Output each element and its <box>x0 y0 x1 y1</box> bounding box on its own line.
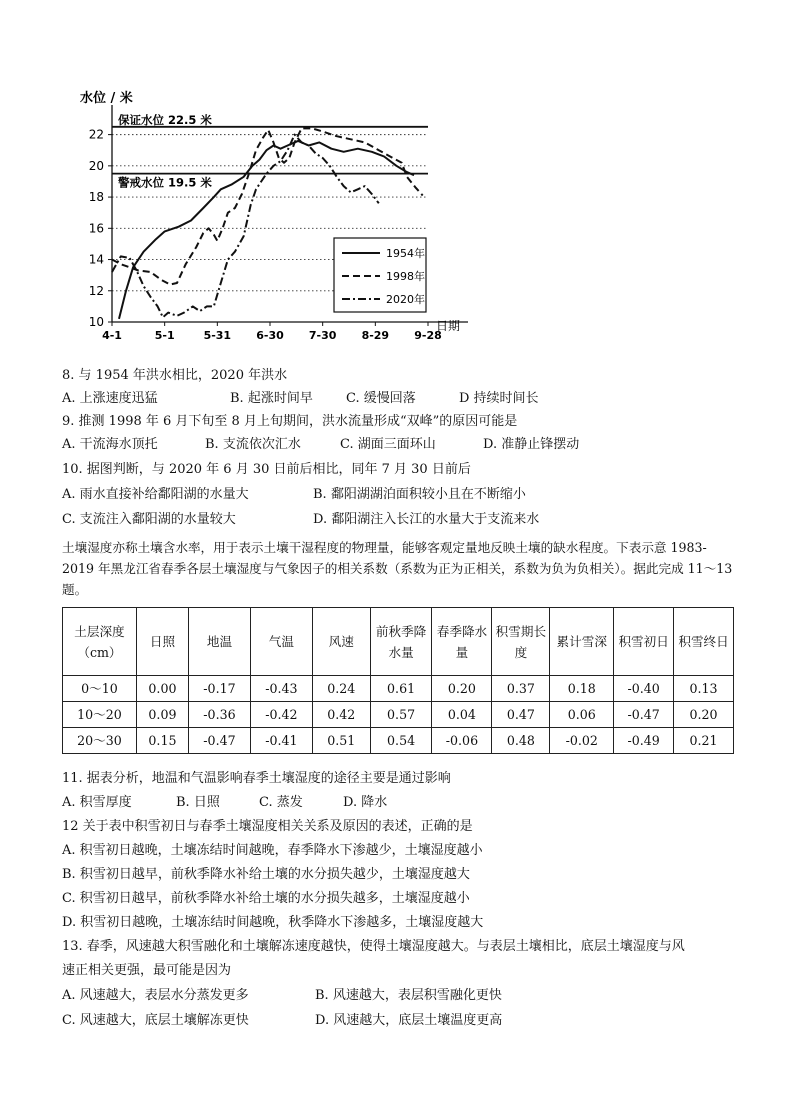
q12-option-b: B. 积雪初日越早，前秋季降水补给土壤的水分损失越少，土壤湿度越大 <box>62 867 470 882</box>
table-cell: 0.54 <box>370 728 432 754</box>
q9-stem: 9. 推测 1998 年 6 月下旬至 8 月上旬期间，洪水流量形成“双峰”的原因可能是 <box>62 414 518 429</box>
y-tick-label: 12 <box>88 283 104 298</box>
y-tick-labels <box>89 128 112 329</box>
table-cell: -0.40 <box>614 676 674 702</box>
header-snow-period: 积雪期长度 <box>492 608 550 676</box>
table-cell: 0.42 <box>312 702 370 728</box>
header-soil-depth: 土层深度（cm） <box>63 608 137 676</box>
q13-stem-line1: 13. 春季，风速越大积雪融化和土壤解冻速度越快，使得土壤湿度越大。与表层土壤相比，底层土壤湿度与风 <box>62 939 685 954</box>
y-tick-label: 20 <box>88 158 104 173</box>
header-wind-speed: 风速 <box>312 608 370 676</box>
table-cell: 20～30 <box>63 728 137 754</box>
table-row <box>63 728 734 754</box>
table-cell: 0.04 <box>432 702 492 728</box>
table-cell: -0.02 <box>550 728 614 754</box>
y-axis-label: 水位 / 米 <box>80 91 133 106</box>
header-prev-autumn-precip: 前秋季降水量 <box>370 608 432 676</box>
table-cell: 0.47 <box>492 702 550 728</box>
table-cell: 0.13 <box>674 676 734 702</box>
x-tick-label: 8-29 <box>361 329 390 342</box>
table-cell: -0.43 <box>250 676 312 702</box>
x-tick-label: 4-1 <box>102 329 122 342</box>
table-cell: 0.51 <box>312 728 370 754</box>
q12-option-a: A. 积雪初日越晚，土壤冻结时间越晚，春季降水下渗越少，土壤湿度越小 <box>62 843 483 858</box>
q10-option-b: B. 鄱阳湖湖泊面积较小且在不断缩小 <box>313 487 526 502</box>
q13-option-b: B. 风速越大，表层积雪融化更快 <box>315 988 502 1003</box>
legend-label: 1998年 <box>386 270 425 283</box>
q11-option-d: D. 降水 <box>343 795 388 810</box>
q8-stem: 8. 与 1954 年洪水相比，2020 年洪水 <box>62 368 288 383</box>
q11-option-a: A. 积雪厚度 <box>62 795 132 810</box>
q11-stem: 11. 据表分析，地温和气温影响春季土壤湿度的途径主要是通过影响 <box>62 771 451 786</box>
header-air-temp: 气温 <box>250 608 312 676</box>
x-tick-labels <box>102 322 442 342</box>
table-cell: -0.47 <box>614 702 674 728</box>
q8-option-b: B. 起涨时间早 <box>230 391 313 406</box>
y-tick-label: 16 <box>88 221 104 236</box>
soil-moisture-correlation-table <box>62 607 734 754</box>
q11-option-c: C. 蒸发 <box>259 795 303 810</box>
q13-option-a: A. 风速越大，表层水分蒸发更多 <box>62 988 249 1003</box>
q13-option-c: C. 风速越大，底层土壤解冻更快 <box>62 1013 249 1028</box>
y-tick-label: 14 <box>88 252 104 267</box>
q9-option-b: B. 支流依次汇水 <box>205 437 301 452</box>
chart-legend <box>334 238 426 312</box>
q10-stem: 10. 据图判断，与 2020 年 6 月 30 日前后相比，同年 7 月 30 日前后 <box>62 462 471 477</box>
header-first-snow-day: 积雪初日 <box>614 608 674 676</box>
table-cell: 0.21 <box>674 728 734 754</box>
header-sunshine: 日照 <box>136 608 188 676</box>
q8-option-d: D 持续时间长 <box>459 391 539 406</box>
q10-option-d: D. 鄱阳湖注入长江的水量大于支流来水 <box>313 512 540 527</box>
table-row <box>63 702 734 728</box>
table-cell: 0.00 <box>136 676 188 702</box>
y-tick-label: 10 <box>88 315 104 329</box>
table-cell: -0.49 <box>614 728 674 754</box>
header-cumulative-snow-depth: 累计雪深 <box>550 608 614 676</box>
table-cell: 0.57 <box>370 702 432 728</box>
table-header-row <box>63 608 734 676</box>
table-cell: 0.61 <box>370 676 432 702</box>
header-ground-temp: 地温 <box>189 608 251 676</box>
table-cell: 0.48 <box>492 728 550 754</box>
table-cell: 0.37 <box>492 676 550 702</box>
q12-stem: 12 关于表中积雪初日与春季土壤湿度相关关系及原因的表述，正确的是 <box>62 819 473 834</box>
q11-option-b: B. 日照 <box>176 795 220 810</box>
table-row <box>63 676 734 702</box>
q10-option-a: A. 雨水直接补给鄱阳湖的水量大 <box>62 487 249 502</box>
table-cell: -0.36 <box>189 702 251 728</box>
q9-option-d: D. 准静止锋摆动 <box>483 437 580 452</box>
legend-label: 1954年 <box>386 247 425 260</box>
table-cell: 0.06 <box>550 702 614 728</box>
table-cell: -0.06 <box>432 728 492 754</box>
table-cell: -0.42 <box>250 702 312 728</box>
y-tick-label: 18 <box>88 190 104 205</box>
q13-option-d: D. 风速越大，底层土壤温度更高 <box>315 1013 503 1028</box>
water-level-chart <box>72 86 472 348</box>
table-cell: 0.20 <box>432 676 492 702</box>
q12-option-c: C. 积雪初日越早，前秋季降水补给土壤的水分损失越多，土壤湿度越小 <box>62 891 470 906</box>
q9-option-a: A. 干流海水顶托 <box>62 437 158 452</box>
table-cell: 0.09 <box>136 702 188 728</box>
table-cell: 0.24 <box>312 676 370 702</box>
table-cell: -0.17 <box>189 676 251 702</box>
table-cell: -0.41 <box>250 728 312 754</box>
q10-option-c: C. 支流注入鄱阳湖的水量较大 <box>62 512 236 527</box>
x-tick-label: 9-28 <box>414 329 442 342</box>
x-axis-label: 日期 <box>436 319 461 333</box>
table-cell: 0.20 <box>674 702 734 728</box>
x-tick-label: 6-30 <box>256 329 284 342</box>
table-cell: 10～20 <box>63 702 137 728</box>
q8-option-a: A. 上涨速度迅猛 <box>62 391 158 406</box>
header-spring-precip: 春季降水量 <box>432 608 492 676</box>
x-tick-label: 7-30 <box>308 329 337 342</box>
y-tick-label: 22 <box>88 127 104 142</box>
x-tick-label: 5-1 <box>154 329 175 342</box>
q8-option-c: C. 缓慢回落 <box>346 391 416 406</box>
table-cell: -0.47 <box>189 728 251 754</box>
table-cell: 0～10 <box>63 676 137 702</box>
x-tick-label: 5-31 <box>203 329 232 342</box>
q13-stem-line2: 速正相关更强，最可能是因为 <box>62 963 232 978</box>
q12-option-d: D. 积雪初日越晚，土壤冻结时间越晚，秋季降水下渗越多，土壤湿度越大 <box>62 915 484 930</box>
warning-level-label: 警戒水位 19.5 米 <box>118 175 212 190</box>
legend-label: 2020年 <box>386 293 425 306</box>
q9-option-c: C. 湖面三面环山 <box>340 437 436 452</box>
header-last-snow-day: 积雪终日 <box>674 608 734 676</box>
table-cell: 0.15 <box>136 728 188 754</box>
guarantee-level-label: 保证水位 22.5 米 <box>118 112 212 127</box>
table-cell: 0.18 <box>550 676 614 702</box>
table-intro-paragraph: 土壤湿度亦称土壤含水率，用于表示土壤干湿程度的物理量，能够客观定量地反映土壤的缺水程度。下表示意 1983-2019 年黑龙江省春季各层土壤湿度与气象因子的相关系数（系数为正为正相关，系数为负为负相关）。据此完成 11～13 题。 <box>62 540 733 597</box>
